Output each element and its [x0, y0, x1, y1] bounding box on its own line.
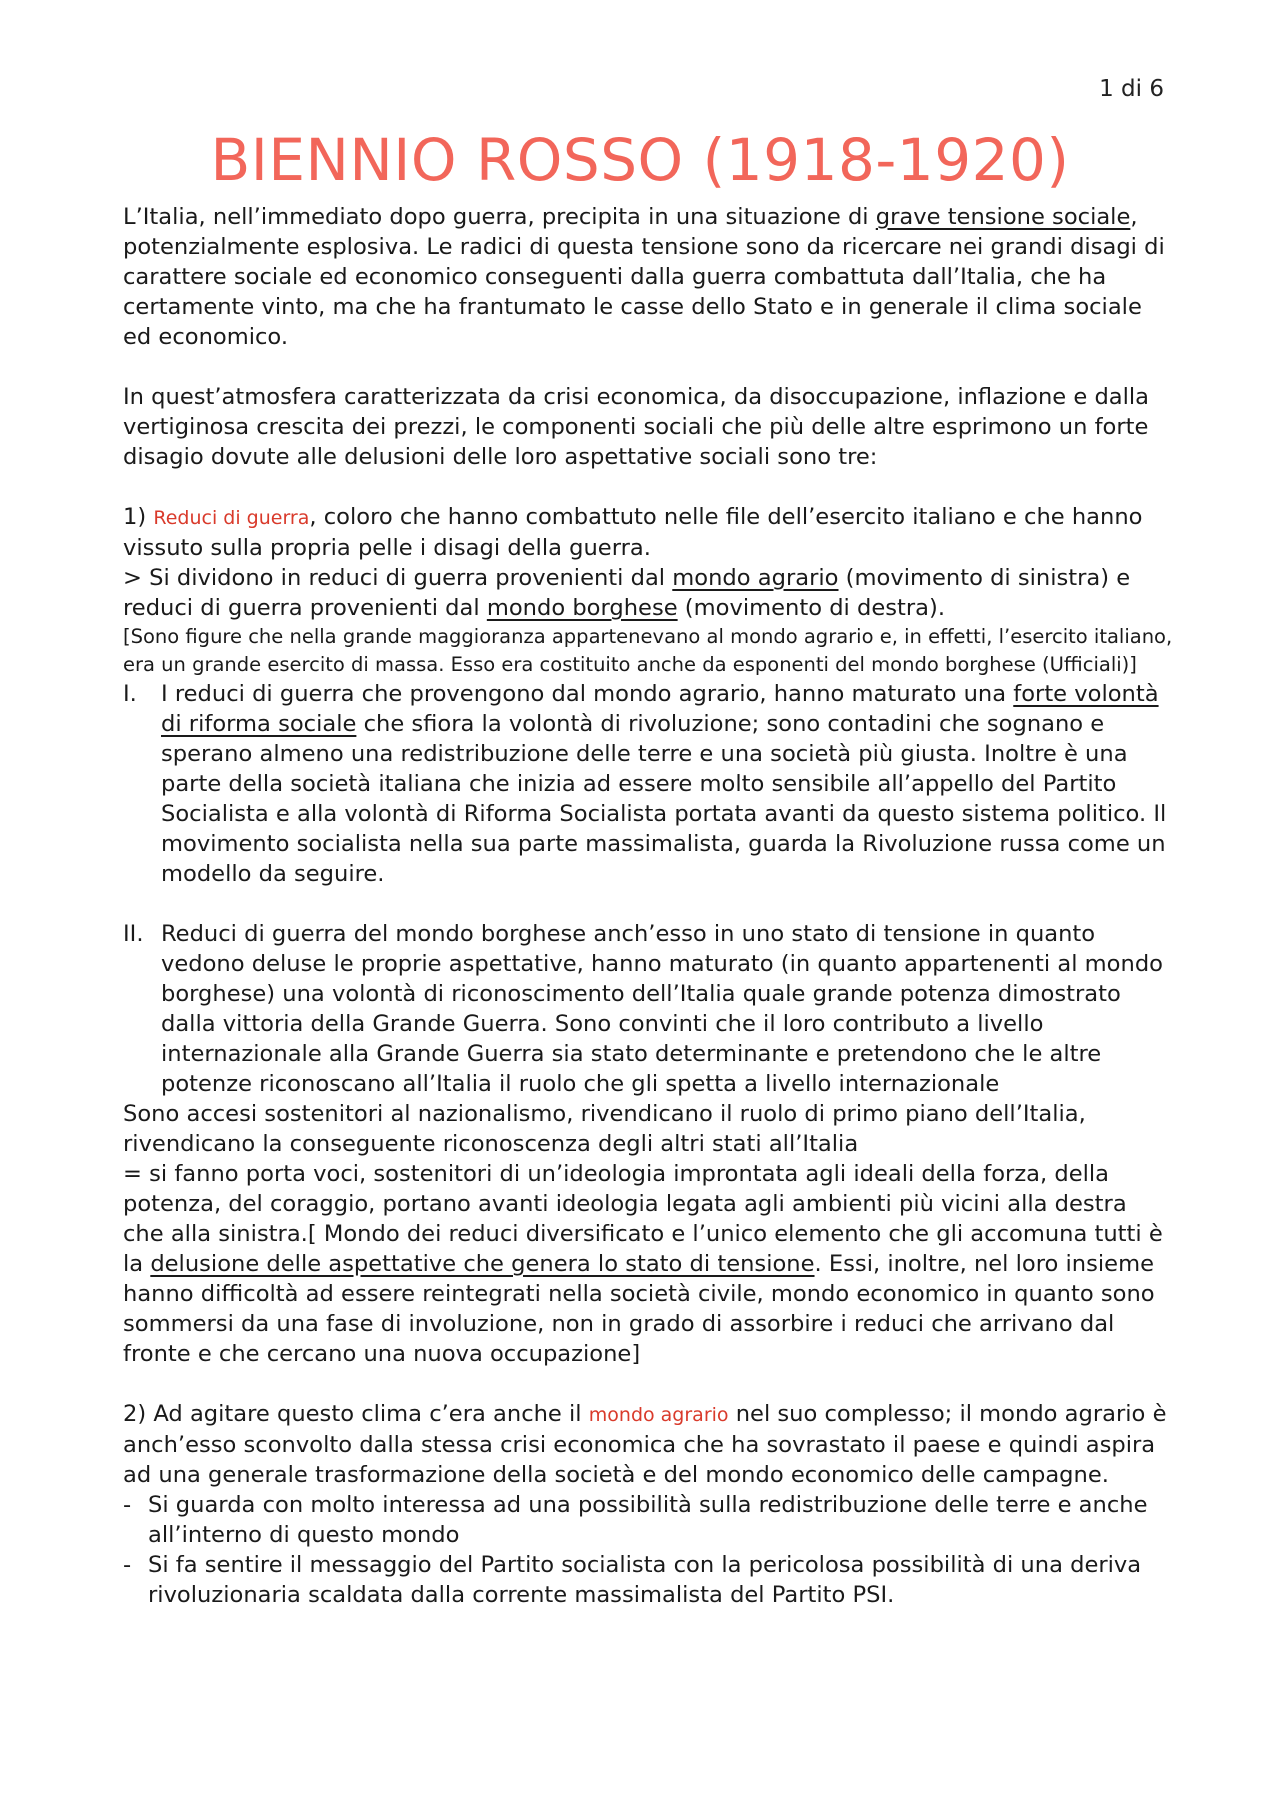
list-item-2: [123, 919, 1173, 1099]
text: (movimento di sinistra) e reduci di guerra provenienti dal: [123, 565, 1131, 621]
list-marker: -: [123, 1552, 132, 1578]
paragraph-division: [123, 563, 1173, 623]
list-item-text: Si fa sentire il messaggio del Partito socialista con la pericolosa possibilità di una deriva rivoluzionaria scaldata dalla corrente massimalista del Partito PSI.: [148, 1552, 1142, 1608]
underlined-text: mondo borghese: [486, 595, 678, 621]
page-number: 1 di 6: [1099, 76, 1164, 102]
underlined-text: delusione delle aspettative che genera lo stato di tensione: [150, 1251, 815, 1277]
text: (movimento di destra).: [677, 595, 945, 621]
document-body: [123, 202, 1173, 1610]
text: I reduci di guerra che provengono dal mondo agrario, hanno maturato una: [161, 681, 1014, 707]
list-marker: -: [123, 1492, 132, 1518]
highlight-agrario: mondo agrario: [588, 1404, 729, 1426]
highlight-reduci: Reduci di guerra: [153, 507, 310, 529]
paragraph-context: In quest’atmosfera caratterizzata da crisi economica, da disoccupazione, inflazione e dalla vertiginosa crescita dei prezzi, le componenti sociali che più delle altre esprimono un forte disagio dovute alle delusioni delle loro aspettative sociali sono tre:: [123, 384, 1150, 470]
underlined-text: forte volontà di riforma sociale: [161, 681, 1159, 737]
list-marker: II.: [123, 921, 144, 947]
dash-item-2: [123, 1550, 1173, 1610]
paragraph-intro: [123, 202, 1173, 352]
text: . Essi, inoltre, nel loro insieme hanno difficoltà ad essere reintegrati nella società civile, mondo economico in quanto sono sommersi da una fase di involuzione, non in grado di assorbire i reduci che arrivano dal fronte e che cercano una nuova occupazione]: [123, 1251, 1155, 1367]
list-item-text: [161, 679, 1173, 889]
underlined-text: mondo agrario: [672, 565, 839, 591]
text: che sfiora la volontà di rivoluzione; sono contadini che sognano e sperano almeno una redistribuzione delle terre e una società più giusta. Inoltre è una parte della società italiana che inizia ad essere molto sensibile all’appello del Partito Socialista e alla volontà di Riforma Socialista portata avanti da questo sistema politico. Il movimento socialista nella sua parte massimalista, guarda la Rivoluzione russa come un modello da seguire.: [161, 711, 1167, 887]
text: L’Italia, nell’immediato dopo guerra, precipita in una situazione di: [123, 204, 876, 230]
paragraph-nationalism: Sono accesi sostenitori al nazionalismo, rivendicano il ruolo di primo piano dell’Italia, rivendicano la conseguente riconoscenza degli altri stati all’Italia: [123, 1101, 1086, 1157]
underlined-text: grave tensione sociale: [875, 204, 1131, 230]
paragraph-ideology: [123, 1159, 1173, 1369]
paragraph-agrario: [123, 1399, 1173, 1490]
dash-item-1: [123, 1490, 1173, 1550]
list-item-text: Reduci di guerra del mondo borghese anch’esso in uno stato di tensione in quanto vedono deluse le proprie aspettative, hanno maturato (in quanto appartenenti al mondo borghese) una volontà di riconoscimento dell’Italia quale grande potenza dimostrato dalla vittoria della Grande Guerra. Sono convinti che il loro contributo a livello internazionale alla Grande Guerra sia stato determinante e pretendono che le altre potenze riconoscano all’Italia il ruolo che gli spetta a livello internazionale: [161, 921, 1163, 1097]
list-marker: I.: [123, 681, 137, 707]
paragraph-note: [Sono figure che nella grande maggioranza appartenevano al mondo agrario e, in effetti, l’esercito italiano, era un grande esercito di massa. Esso era costituito anche da esponenti del mondo borghese (Ufficiali)]: [123, 625, 1173, 676]
page-title: BIENNIO ROSSO (1918-1920): [210, 126, 1070, 194]
list-item-1: [123, 679, 1173, 889]
text: nel suo complesso; il mondo agrario è anch’esso sconvolto dalla stessa crisi economica che ha sovrastato il paese e quindi aspira ad una generale trasformazione della società e del mondo economico delle campagne.: [123, 1401, 1167, 1488]
text: 2) Ad agitare questo clima c’era anche il: [123, 1401, 589, 1427]
text: 1): [123, 504, 154, 530]
text: , potenzialmente esplosiva. Le radici di questa tensione sono da ricercare nei grandi disagi di carattere sociale ed economico conseguenti dalla guerra combattuta dall’Italia, che ha certamente vinto, ma che ha frantumato le casse dello Stato e in generale il clima sociale ed economico.: [123, 204, 1165, 350]
text: > Si dividono in reduci di guerra provenienti dal: [123, 565, 673, 591]
list-item-text: Si guarda con molto interessa ad una possibilità sulla redistribuzione delle terre e anche all’interno di questo mondo: [148, 1492, 1148, 1548]
paragraph-reduci: [123, 502, 1173, 563]
text: , coloro che hanno combattuto nelle file dell’esercito italiano e che hanno vissuto sulla propria pelle i disagi della guerra.: [123, 504, 1143, 561]
text: = si fanno porta voci, sostenitori di un’ideologia improntata agli ideali della forza, della potenza, del coraggio, portano avanti ideologia legata agli ambienti più vicini alla destra che alla sinistra.[ Mondo dei reduci diversificato e l’unico elemento che gli accomuna tutti è la: [123, 1161, 1163, 1277]
